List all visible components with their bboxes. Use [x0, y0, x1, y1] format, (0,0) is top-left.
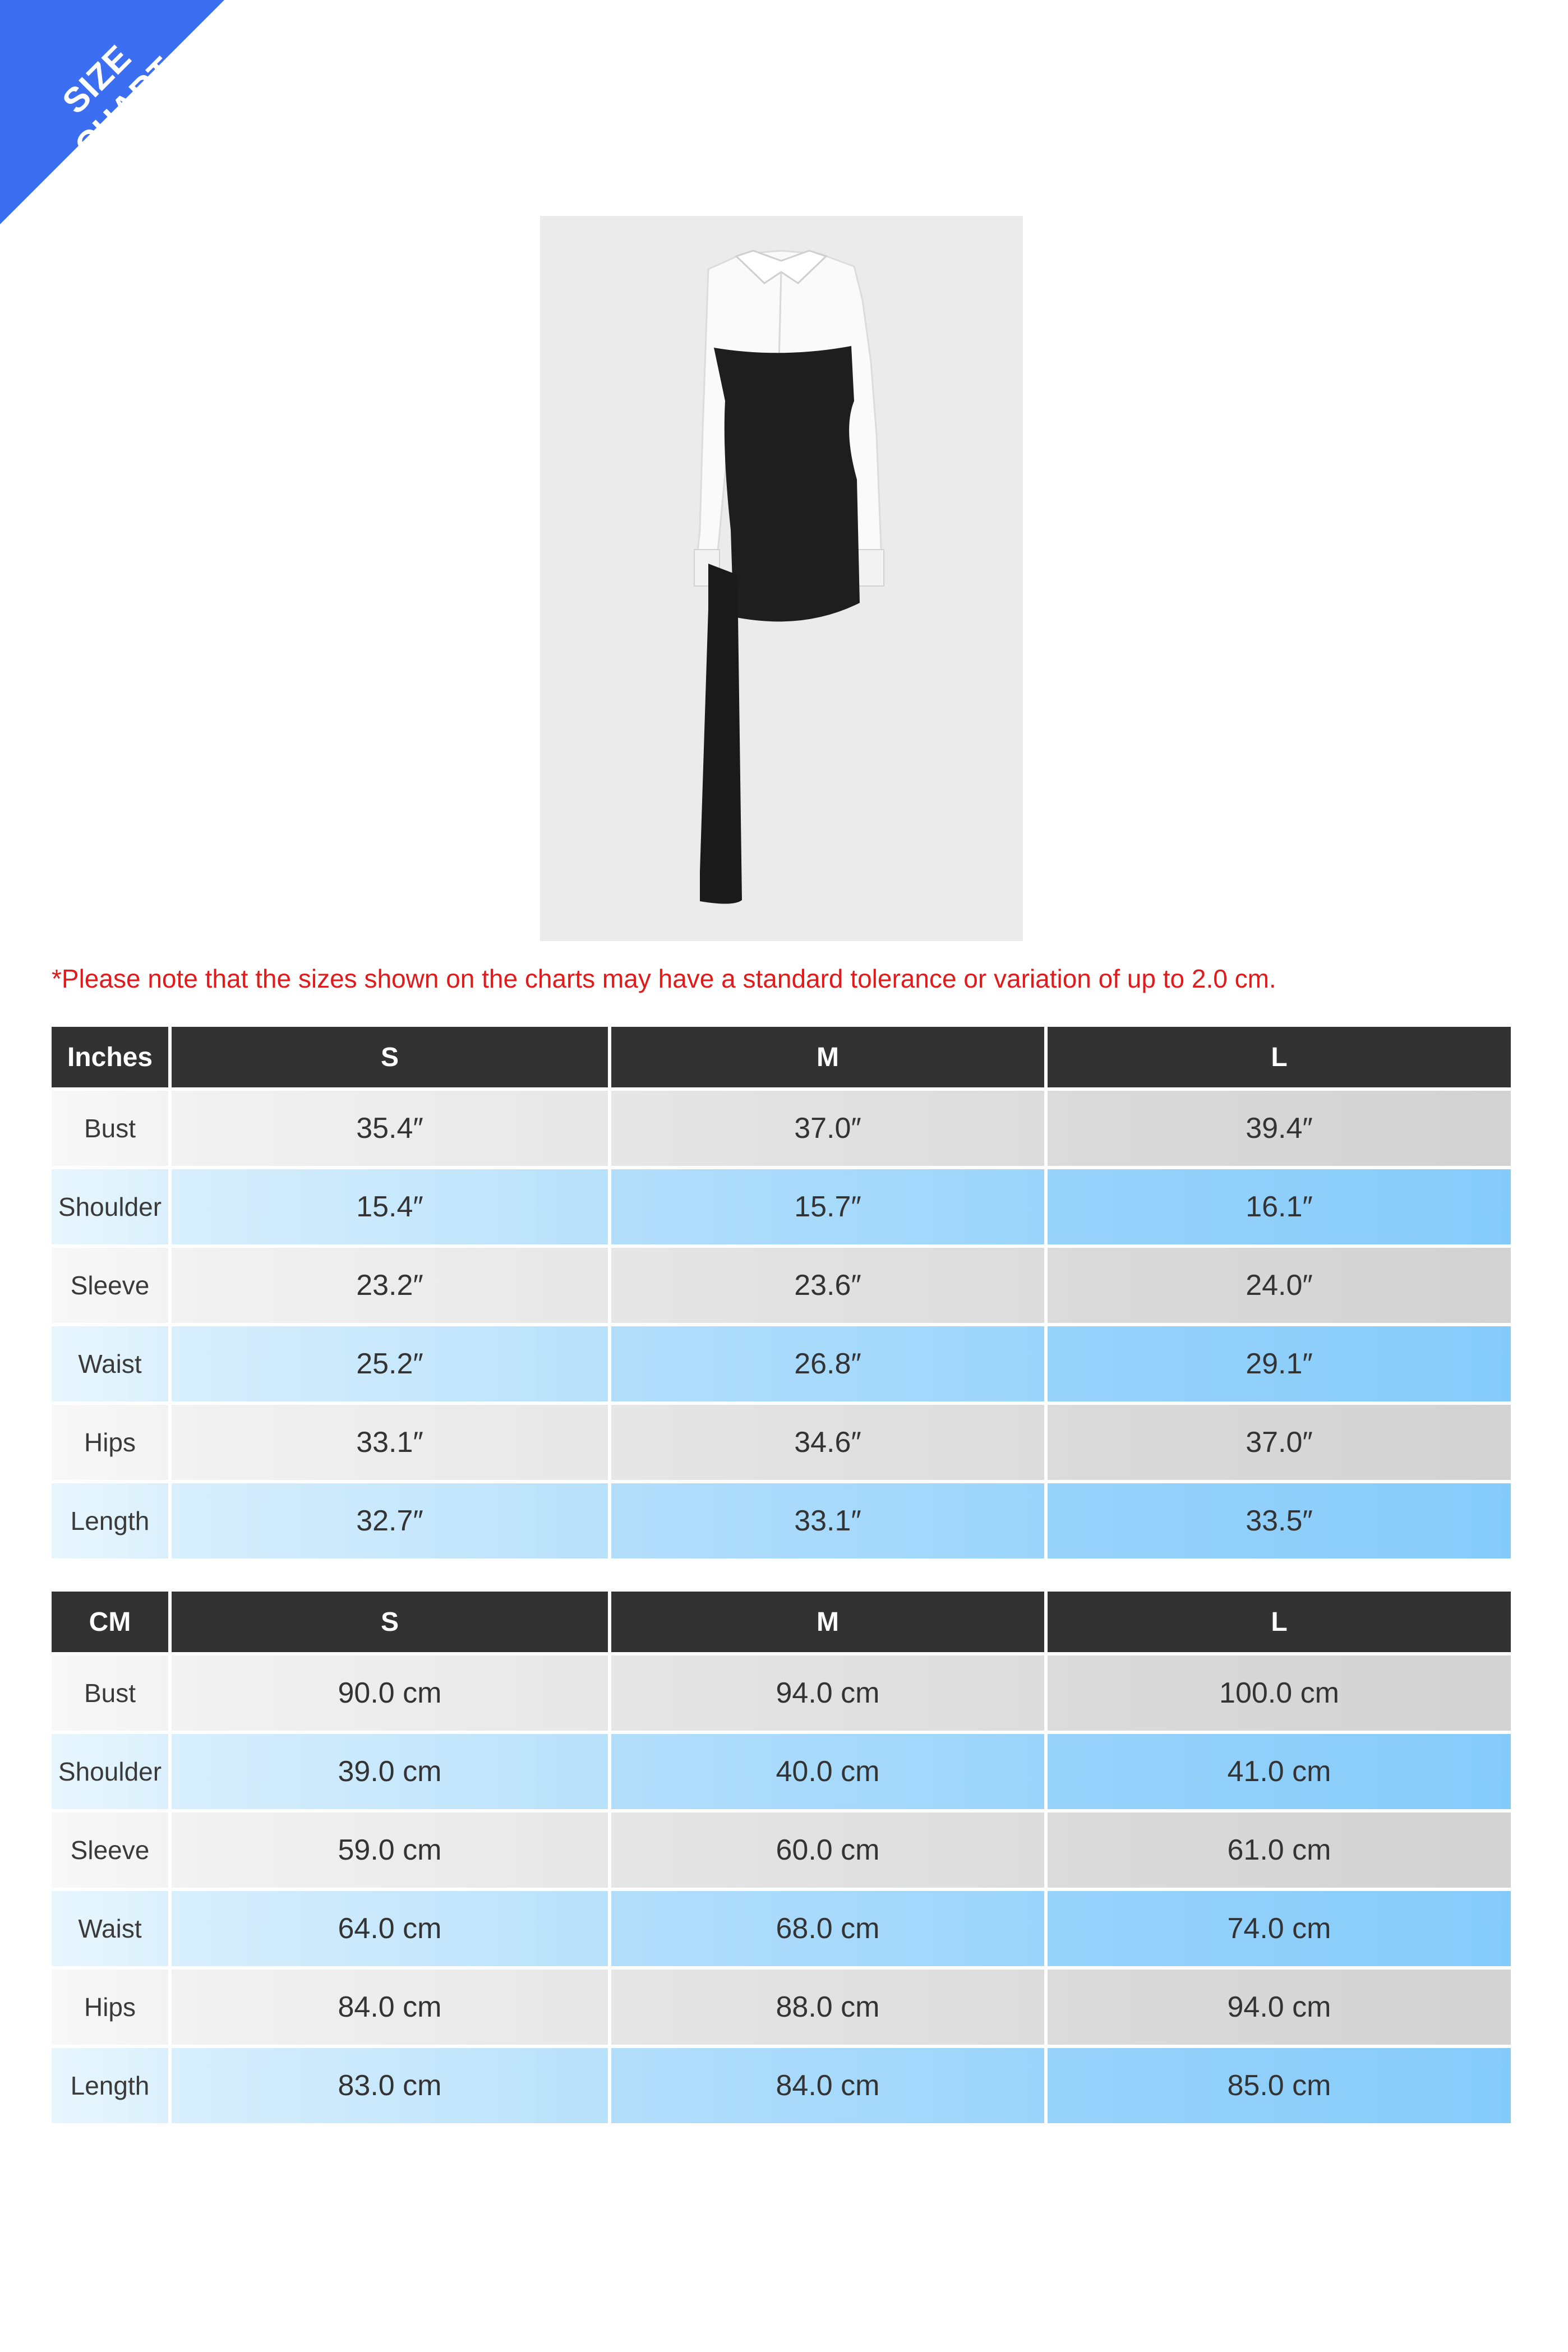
table-cell: 34.6″ [611, 1405, 1048, 1483]
table-cell: 37.0″ [1048, 1405, 1511, 1483]
table-row [52, 1734, 1511, 1813]
table-cell: 100.0 cm [1048, 1655, 1511, 1734]
table-cell: 83.0 cm [172, 2048, 611, 2127]
size-header-l: L [1048, 1027, 1511, 1091]
table-cell: 26.8″ [611, 1326, 1048, 1405]
table-cell: 90.0 cm [172, 1655, 611, 1734]
table-cell: 33.1″ [611, 1483, 1048, 1562]
table-cell: 61.0 cm [1048, 1813, 1511, 1891]
table-cell: 32.7″ [172, 1483, 611, 1562]
table-cell: 25.2″ [172, 1326, 611, 1405]
row-label: Sleeve [52, 1248, 172, 1326]
table-row [52, 1483, 1511, 1562]
size-header-s: S [172, 1592, 611, 1655]
size-header-l: L [1048, 1592, 1511, 1655]
cm-size-table [52, 1592, 1511, 2127]
table-cell: 94.0 cm [1048, 1970, 1511, 2048]
unit-header: CM [52, 1592, 172, 1655]
table-row [52, 1091, 1511, 1169]
table-cell: 29.1″ [1048, 1326, 1511, 1405]
tolerance-note: *Please note that the sizes shown on the charts may have a standard tolerance or variation of up to 2.0 cm. [52, 964, 1276, 993]
row-label: Sleeve [52, 1813, 172, 1891]
row-label: Waist [52, 1326, 172, 1405]
table-cell: 40.0 cm [611, 1734, 1048, 1813]
table-cell: 35.4″ [172, 1091, 611, 1169]
row-label: Waist [52, 1891, 172, 1970]
table-row [52, 1891, 1511, 1970]
table-cell: 24.0″ [1048, 1248, 1511, 1326]
table-cell: 16.1″ [1048, 1169, 1511, 1248]
table-cell: 15.4″ [172, 1169, 611, 1248]
row-label: Bust [52, 1655, 172, 1734]
table-cell: 88.0 cm [611, 1970, 1048, 2048]
row-label: Shoulder [52, 1734, 172, 1813]
table-cell: 41.0 cm [1048, 1734, 1511, 1813]
table-row [52, 1970, 1511, 2048]
badge-text: SIZE CHART [55, 38, 183, 165]
table-cell: 84.0 cm [611, 2048, 1048, 2127]
table-cell: 74.0 cm [1048, 1891, 1511, 1970]
product-image [540, 216, 1023, 941]
table-row [52, 1655, 1511, 1734]
table-header-row [52, 1027, 1511, 1091]
table-cell: 60.0 cm [611, 1813, 1048, 1891]
table-cell: 23.2″ [172, 1248, 611, 1326]
size-header-m: M [611, 1027, 1048, 1091]
table-cell: 15.7″ [611, 1169, 1048, 1248]
row-label: Shoulder [52, 1169, 172, 1248]
table-row [52, 2048, 1511, 2127]
table-row [52, 1326, 1511, 1405]
size-chart-badge [0, 0, 236, 236]
table-cell: 84.0 cm [172, 1970, 611, 2048]
row-label: Length [52, 2048, 172, 2127]
size-header-s: S [172, 1027, 611, 1091]
row-label: Length [52, 1483, 172, 1562]
table-row [52, 1813, 1511, 1891]
table-cell: 33.5″ [1048, 1483, 1511, 1562]
table-cell: 37.0″ [611, 1091, 1048, 1169]
table-cell: 94.0 cm [611, 1655, 1048, 1734]
row-label: Hips [52, 1970, 172, 2048]
table-row [52, 1405, 1511, 1483]
table-cell: 59.0 cm [172, 1813, 611, 1891]
unit-header: Inches [52, 1027, 172, 1091]
size-header-m: M [611, 1592, 1048, 1655]
table-cell: 85.0 cm [1048, 2048, 1511, 2127]
table-cell: 64.0 cm [172, 1891, 611, 1970]
table-cell: 23.6″ [611, 1248, 1048, 1326]
table-cell: 39.4″ [1048, 1091, 1511, 1169]
table-header-row [52, 1592, 1511, 1655]
row-label: Hips [52, 1405, 172, 1483]
table-row [52, 1248, 1511, 1326]
inches-size-table [52, 1027, 1511, 1562]
table-row [52, 1169, 1511, 1248]
table-cell: 39.0 cm [172, 1734, 611, 1813]
table-cell: 68.0 cm [611, 1891, 1048, 1970]
row-label: Bust [52, 1091, 172, 1169]
table-cell: 33.1″ [172, 1405, 611, 1483]
